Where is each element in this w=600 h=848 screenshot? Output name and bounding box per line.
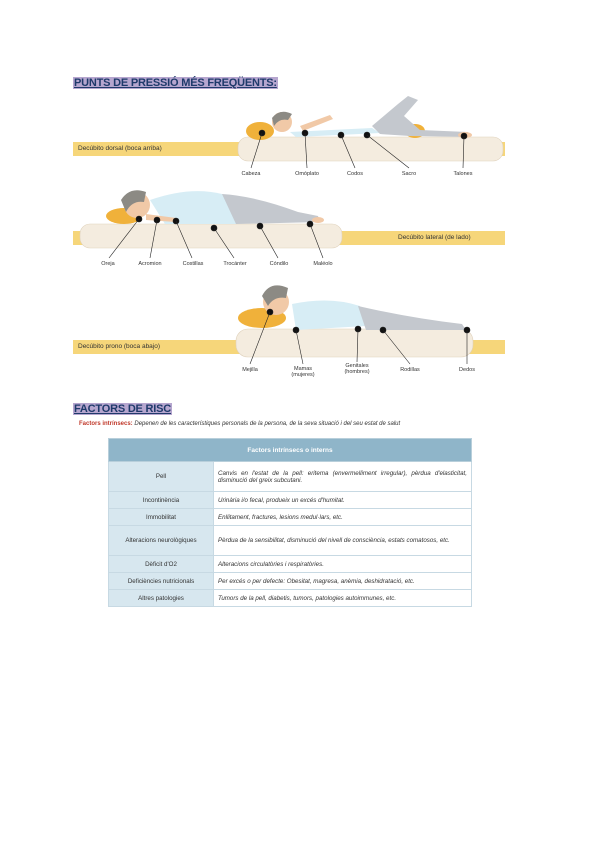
factor-cell: Immobilitat — [109, 509, 214, 526]
point-label: Codos — [347, 171, 363, 177]
table-row — [109, 590, 472, 607]
point-label: Talones — [453, 171, 473, 177]
pressure-points-illustration — [0, 0, 600, 400]
point-label: Sacro — [401, 171, 417, 177]
factor-cell: Altres patologies — [109, 590, 214, 607]
intro-lead: Factors intrínsecs: — [79, 421, 133, 427]
point-label: Cóndilo — [269, 261, 289, 267]
point-label: Maléolo — [313, 261, 333, 267]
detail-cell: Enllitament, fractures, lesions medul·lars, etc. — [214, 509, 472, 526]
table-row — [109, 509, 472, 526]
factor-cell: Alteracions neurològiques — [109, 526, 214, 556]
detail-cell: Alteracions circulatòries i respiratòries. — [214, 556, 472, 573]
detail-cell: Urinària i/o fecal, produeix un excés d'humitat. — [214, 492, 472, 509]
mattress-prone — [236, 329, 473, 357]
point-label: Oreja — [101, 261, 115, 267]
position-label-lateral: Decúbito lateral (de lado) — [398, 234, 471, 241]
risk-factors-table — [108, 438, 472, 607]
point-label: Omóplato — [295, 171, 319, 177]
position-label-prone: Decúbito prono (boca abajo) — [78, 343, 161, 350]
factor-cell: Pell — [109, 462, 214, 492]
risk-factors-title: FACTORS DE RISC — [74, 403, 172, 415]
table-row — [109, 526, 472, 556]
point-label: Trocánter — [223, 261, 247, 267]
point-label: Genitales (hombres) — [344, 363, 370, 375]
point-label: Acromion — [138, 261, 162, 267]
position-label-supine: Decúbito dorsal (boca arriba) — [78, 145, 162, 152]
factor-cell: Incontinència — [109, 492, 214, 509]
intro-text: Depenen de les característiques personals de la persona, de la seva situació i del seu estat de salut — [134, 421, 401, 427]
point-label: Costillas — [182, 261, 204, 267]
detail-cell: Pèrdua de la sensibilitat, disminució del nivell de consciència, estats comatosos, etc. — [214, 526, 472, 556]
detail-cell: Per excés o per defecte: Obesitat, magresa, anèmia, deshidratació, etc. — [214, 573, 472, 590]
point-label: Dedos — [459, 367, 475, 373]
point-label: Mejilla — [242, 367, 258, 373]
table-row — [109, 556, 472, 573]
detail-cell: Tumors de la pell, diabetis, tumors, patologies autoimmunes, etc. — [214, 590, 472, 607]
point-label: Rodillas — [400, 367, 420, 373]
intrinsic-factors-intro — [79, 421, 499, 427]
table-row — [109, 492, 472, 509]
factor-cell: Deficiències nutricionals — [109, 573, 214, 590]
factor-cell: Dèficit d'O2 — [109, 556, 214, 573]
point-label: Cabeza — [241, 171, 261, 177]
point-label: Mamas (mujeres) — [291, 366, 315, 378]
pressure-points-title: PUNTS DE PRESSIÓ MÉS FREQÜENTS: — [74, 77, 277, 89]
table-row — [109, 573, 472, 590]
detail-cell: Canvis en l'estat de la pell: eritema (envermelliment irregular), pèrdua d'elasticitat, disminució del greix subcutani. — [214, 462, 472, 492]
table-row — [109, 462, 472, 492]
table-header: Factors intrínsecs o interns — [109, 439, 472, 462]
